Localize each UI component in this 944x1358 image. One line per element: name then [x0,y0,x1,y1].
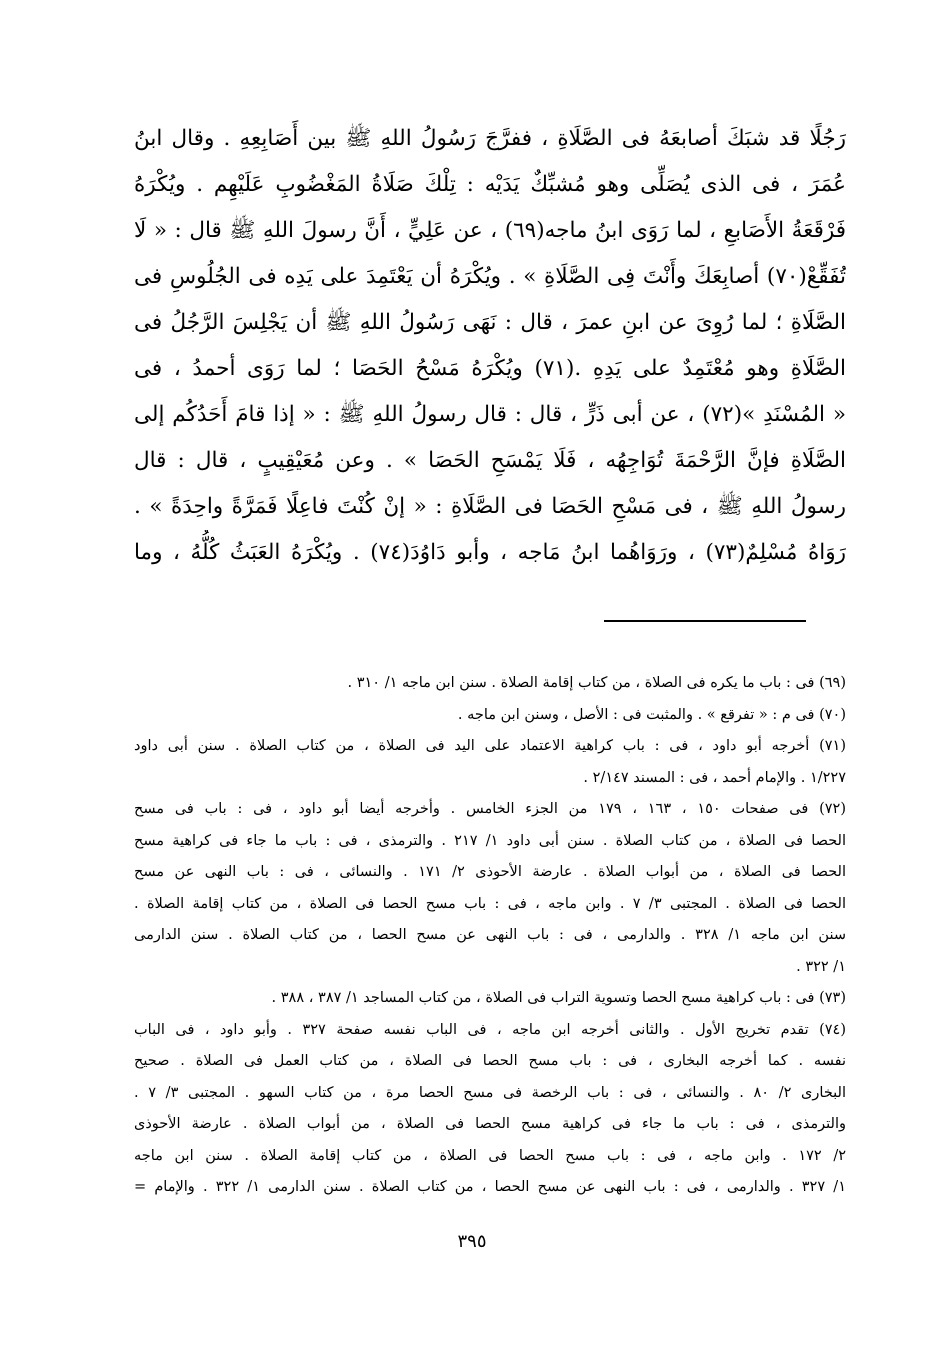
footnote-line: الحصا فى الصلاة ، من أبواب الصلاة . عارضة الأحوذى ٢/ ١٧١ . والنسائى ، فى : باب النهى عن مسح [134,864,846,880]
body-line: تُفَقِّعْ(٧٠) أصابِعَكَ وأَنْتَ فِى الصَّلَاةِ » . ويُكْرَهُ أن يَعْتَمِدَ على يَدِه فى الجُلُوسِ فى [134,264,846,289]
footnote-74 [134,1015,846,1204]
footnote-line: (٧٢) فى صفحات ١٥٠ ، ١٦٣ ، ١٧٩ من الجزء الخامس . وأخرجه أيضا أبو داود ، فى : باب فى مسح [134,801,846,817]
body-line: رسولُ اللهِ ﷺ ، فى مَسْحِ الحَصَا فى الصَّلَاةِ : « إنْ كُنْتَ فاعِلًا فَمَرَّةً واحِدَةً » . [134,494,846,519]
footnote-separator [604,620,806,622]
body-line: الصَّلَاةِ فإنَّ الرَّحْمَةَ تُوَاجِهُه ، فَلَا يَمْسَحِ الحَصَا » . وعن مُعَيْقِيبٍ ، قال : قال [134,448,846,473]
footnotes-section [134,668,846,1204]
body-line: « المُسْنَدِ »(٧٢) ، عن أبى ذَرٍّ ، قال : قال رسولُ اللهِ ﷺ : « إذا قامَ أَحَدُكُم إلى [134,402,846,427]
body-line: عُمَرَ ، فى الذى يُصَلِّى وهو مُشبِّكٌ يَدَيْه : تِلْكَ صَلَاةُ المَغْضُوبِ عَلَيْهِم . ويُكْرَهُ [134,172,846,197]
footnote-69 [134,668,846,700]
footnote-line: ١/٢٢٧ . والإمام أحمد ، فى : المسند ٢/١٤٧ . [583,769,846,786]
body-line: رَجُلًا قد شبَكَ أصابعَهُ فى الصَّلَاةِ ، ففرَّجَ رَسُولُ اللهِ ﷺ بين أَصَابِعِهِ . وقال ابنُ [134,126,846,151]
page-number: ٣٩٥ [457,1231,487,1252]
footnote-line: (٧١) أخرجه أبو داود ، فى : باب كراهية الاعتماد على اليد فى الصلاة ، من كتاب الصلاة . سنن أبى داود [134,738,846,754]
footnote-line: البخارى ٢/ ٨٠ . والنسائى ، فى : باب الرخصة فى مسح الحصا مرة ، من كتاب السهو . المجتبى ٣/ ٧ . [134,1084,846,1101]
footnote-line: (٧٠) فى م : « تفرقع » . والمثبت فى : الأصل ، وسنن ابن ماجه . [457,706,846,723]
body-line: رَوَاهُ مُسْلِمٌ(٧٣) ، ورَوَاهُما ابنُ مَاجه ، وأبو دَاوُدَ(٧٤) . ويُكْرَهُ العَبَثُ كُلُّهُ ، وما [134,540,846,565]
body-line: الصَّلَاةِ ؛ لما رُوِىَ عن ابنِ عمرَ ، قال : نَهَى رَسُولُ اللهِ ﷺ أن يَجْلِسَ الرَّجُلُ فى [134,310,846,335]
body-line: الصَّلَاةِ وهو مُعْتَمِدٌ على يَدِهِ .(٧١) ويُكْرَهُ مَسْحُ الحَصَا ؛ لما رَوَى أحمدُ ، فى [134,356,846,381]
footnote-line: الحصا فى الصلاة . المجتبى ٣/ ٧ . وابن ماجه ، فى : باب مسح الحصا فى الصلاة ، من كتاب إقامة الصلاة . [134,895,846,912]
main-body-text [134,116,846,576]
footnote-line: الحصا فى الصلاة ، من كتاب الصلاة . سنن أبى داود ١/ ٢١٧ . والترمذى ، فى : باب ما جاء فى كراهية مسح [134,832,846,849]
footnote-line: (٦٩) فى : باب ما يكره فى الصلاة ، من كتاب إقامة الصلاة . سنن ابن ماجه ١/ ٣١٠ . [347,675,846,691]
footnote-line: والترمذى ، فى : باب ما جاء فى كراهية مسح الحصا فى الصلاة ، من أبواب الصلاة . عارضة الأحوذى [134,1116,846,1132]
footnote-line: ١/ ٣٢٢ . [796,958,846,975]
footnote-71 [134,731,846,794]
footnote-line: (٧٤) تقدم تخريج الأول . والثانى أخرجه ابن ماجه ، فى الباب نفسه صفحة ٣٢٧ . وأبو داود ، فى الباب [134,1021,846,1038]
footnote-line: سنن ابن ماجه ١/ ٣٢٨ . والدارمى ، فى : باب النهى عن مسح الحصا ، من كتاب الصلاة . سنن الدارمى [134,927,846,943]
footnote-line: (٧٣) فى : باب كراهية مسح الحصا وتسوية التراب فى الصلاة ، من كتاب المساجد ١/ ٣٨٧ ، ٣٨٨ . [271,990,846,1006]
footnote-line: ٢/ ١٧٢ . وابن ماجه ، فى : باب مسح الحصا فى الصلاة ، من كتاب إقامة الصلاة . سنن ابن ماجه [134,1147,846,1164]
body-line: فَرْقَعَةُ الأَصَابعِ ، لما رَوَى ابنُ ماجه(٦٩) ، عن عَلِيٍّ ، أَنَّ رسولَ اللهِ ﷺ قال : « لَا [134,218,846,243]
footnote-72 [134,794,846,983]
footnote-line: ١/ ٣٢٧ . والدارمى ، فى : باب النهى عن مسح الحصا ، من كتاب الصلاة . سنن الدارمى ١/ ٣٢٢ . والإمام = [134,1179,846,1195]
footnote-73 [134,983,846,1015]
footnote-70 [134,700,846,732]
footnote-line: نفسه . كما أخرجه البخارى ، فى : باب مسح الحصا فى الصلاة ، من كتاب العمل فى الصلاة . صحيح [134,1053,846,1069]
